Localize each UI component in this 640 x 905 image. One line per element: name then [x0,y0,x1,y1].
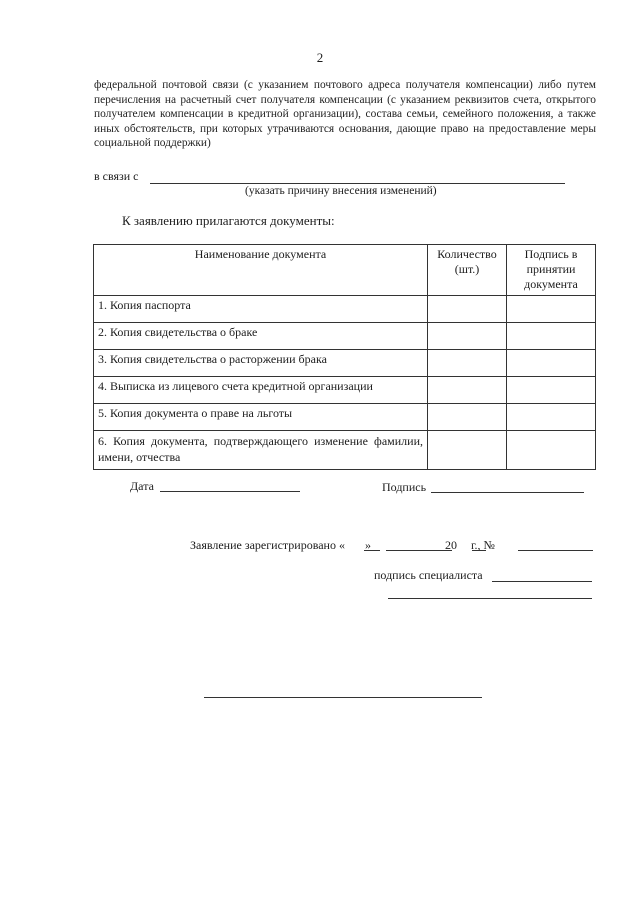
document-name-cell: 6. Копия документа, подтверждающего изменение фамилии, имени, отчества [94,431,428,470]
bottom-separator-line [204,697,482,698]
header-document-name: Наименование документа [94,245,428,296]
document-name-cell: 5. Копия документа о праве на льготы [94,404,428,431]
quantity-cell[interactable] [428,323,507,350]
attached-documents-heading: К заявлению прилагаются документы: [122,213,335,228]
signature-label: Подпись [382,480,427,494]
registration-close-quote: » [364,538,371,552]
date-label: Дата [130,479,154,493]
registration-year-suffix: г., № [470,538,496,552]
registration-number-line[interactable] [518,550,593,551]
registration-month-line[interactable] [386,550,452,551]
reason-hint: (указать причину внесения изменений) [245,185,437,197]
quantity-cell[interactable] [428,377,507,404]
specialist-signature-label: подпись специалиста [374,568,483,582]
table-row [94,296,596,323]
document-name-cell: 3. Копия свидетельства о расторжении брака [94,350,428,377]
quantity-cell[interactable] [428,431,507,470]
page-number: 2 [316,50,324,65]
document-name-cell: 1. Копия паспорта [94,296,428,323]
table-row [94,431,596,470]
signature-cell[interactable] [507,350,596,377]
documents-table [93,244,596,470]
signature-cell[interactable] [507,431,596,470]
registration-day-line[interactable] [364,550,380,551]
table-row [94,350,596,377]
signature-cell[interactable] [507,323,596,350]
date-fill-line[interactable] [160,491,300,492]
specialist-signature-line[interactable] [492,581,592,582]
signature-cell[interactable] [507,296,596,323]
body-paragraph: федеральной почтовой связи (с указанием почтового адреса получателя компенсации) либо путем перечисления на расчетный счет получателя компенсации (с указанием реквизитов счета, открытого получателем компенсации в кредитной организации), состава семьи, семейного положения, а также иных обстоятельств, при которых утрачиваются основания, дающие право на предоставление меры социальной поддержки) [94,79,596,150]
table-header-row [94,245,596,296]
reason-label: в связи с [94,169,139,183]
registration-prefix: Заявление зарегистрировано « [190,538,345,552]
header-signature: Подпись в принятии документа [507,245,596,296]
document-name-cell: 2. Копия свидетельства о браке [94,323,428,350]
document-name-cell: 4. Выписка из лицевого счета кредитной организации [94,377,428,404]
reason-fill-line[interactable] [150,183,565,184]
quantity-cell[interactable] [428,350,507,377]
registration-year-prefix: 20 [444,538,457,552]
quantity-cell[interactable] [428,404,507,431]
table-row [94,404,596,431]
table-row [94,377,596,404]
registration-year-line[interactable] [472,550,486,551]
signature-cell[interactable] [507,404,596,431]
table-row [94,323,596,350]
specialist-name-line[interactable] [388,598,592,599]
header-quantity: Количество (шт.) [428,245,507,296]
signature-fill-line[interactable] [431,492,584,493]
quantity-cell[interactable] [428,296,507,323]
signature-cell[interactable] [507,377,596,404]
